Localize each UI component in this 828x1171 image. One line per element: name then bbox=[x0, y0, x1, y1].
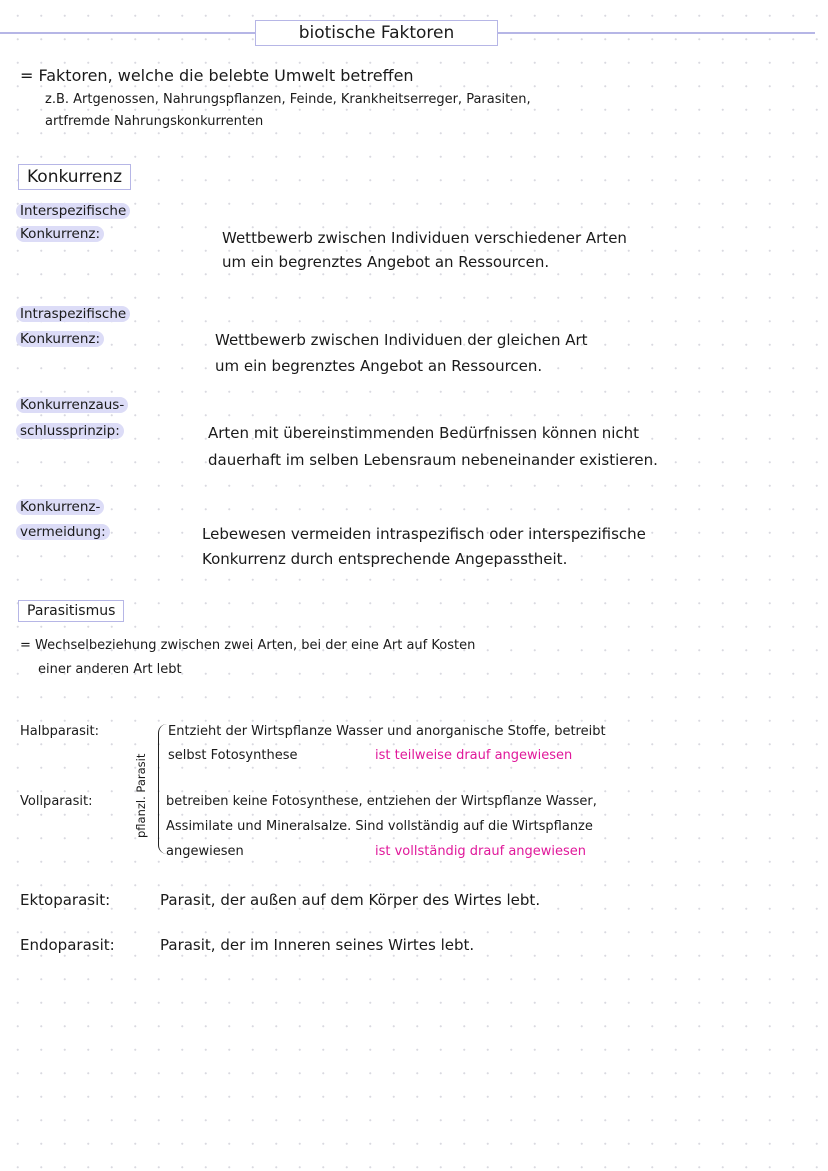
text-vollparasit-2: Assimilate und Mineralsalze. Sind vollständig auf die Wirtspflanze bbox=[166, 819, 593, 834]
text-ausschluss-1: Arten mit übereinstimmenden Bedürfnissen können nicht bbox=[208, 424, 640, 442]
definition: = Faktoren, welche die belebte Umwelt betreffen bbox=[20, 66, 414, 85]
examples-line-1: z.B. Artgenossen, Nahrungspflanzen, Feinde, Krankheitserreger, Parasiten, bbox=[45, 92, 531, 107]
label-ausschluss-2: schlussprinzip: bbox=[16, 423, 124, 439]
text-halbparasit-2: selbst Fotosynthese bbox=[168, 748, 298, 763]
text-vollparasit-3: angewiesen bbox=[166, 844, 244, 859]
label-intraspezifisch-1: Intraspezifische bbox=[16, 306, 130, 322]
label-ausschluss-1: Konkurrenzaus- bbox=[16, 397, 128, 413]
parasitismus-definition-1: = Wechselbeziehung zwischen zwei Arten, bei der eine Art auf Kosten bbox=[20, 638, 476, 653]
text-vermeidung-1: Lebewesen vermeiden intraspezifisch oder interspezifische bbox=[202, 525, 646, 543]
note-vollparasit: ist vollständig drauf angewiesen bbox=[375, 844, 587, 859]
text-interspezifisch-2: um ein begrenztes Angebot an Ressourcen. bbox=[222, 253, 550, 271]
brace-label: pflanzl. Parasit bbox=[134, 753, 148, 838]
section-heading-parasitismus: Parasitismus bbox=[18, 600, 124, 622]
parasitismus-definition-2: einer anderen Art lebt bbox=[38, 662, 182, 677]
label-vermeidung-2: vermeidung: bbox=[16, 524, 110, 540]
text-vollparasit-1: betreiben keine Fotosynthese, entziehen der Wirtspflanze Wasser, bbox=[166, 794, 597, 809]
text-halbparasit-1: Entzieht der Wirtspflanze Wasser und anorganische Stoffe, betreibt bbox=[168, 724, 606, 739]
brace bbox=[158, 724, 167, 854]
label-endoparasit: Endoparasit: bbox=[20, 936, 115, 954]
text-ausschluss-2: dauerhaft im selben Lebensraum nebeneinander existieren. bbox=[208, 451, 658, 469]
text-vermeidung-2: Konkurrenz durch entsprechende Angepasstheit. bbox=[202, 550, 568, 568]
text-endoparasit: Parasit, der im Inneren seines Wirtes lebt. bbox=[160, 936, 475, 954]
text-interspezifisch-1: Wettbewerb zwischen Individuen verschiedener Arten bbox=[222, 229, 627, 247]
label-vermeidung-1: Konkurrenz- bbox=[16, 499, 104, 515]
label-interspezifisch-2: Konkurrenz: bbox=[16, 226, 104, 242]
text-intraspezifisch-1: Wettbewerb zwischen Individuen der gleichen Art bbox=[215, 331, 588, 349]
text-ektoparasit: Parasit, der außen auf dem Körper des Wirtes lebt. bbox=[160, 891, 541, 909]
label-halbparasit: Halbparasit: bbox=[20, 724, 99, 739]
note-halbparasit: ist teilweise drauf angewiesen bbox=[375, 748, 573, 763]
examples-line-2: artfremde Nahrungskonkurrenten bbox=[45, 114, 264, 129]
label-interspezifisch-1: Interspezifische bbox=[16, 203, 130, 219]
label-intraspezifisch-2: Konkurrenz: bbox=[16, 331, 104, 347]
page-title: biotische Faktoren bbox=[255, 20, 498, 46]
text-intraspezifisch-2: um ein begrenztes Angebot an Ressourcen. bbox=[215, 357, 543, 375]
label-vollparasit: Vollparasit: bbox=[20, 794, 93, 809]
label-ektoparasit: Ektoparasit: bbox=[20, 891, 111, 909]
section-heading-konkurrenz: Konkurrenz bbox=[18, 164, 131, 190]
